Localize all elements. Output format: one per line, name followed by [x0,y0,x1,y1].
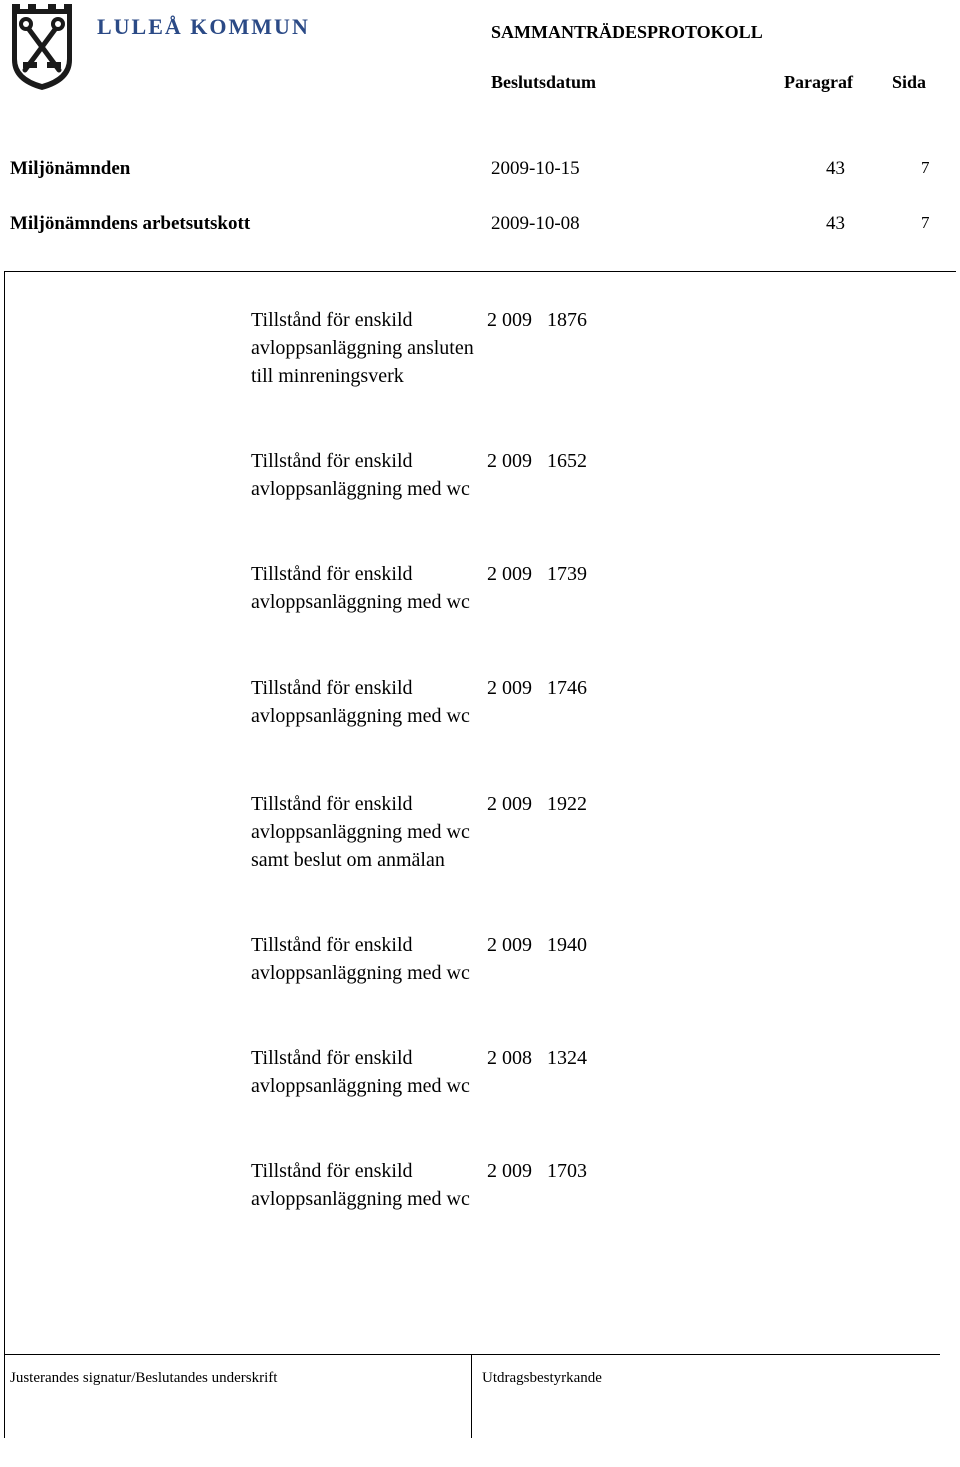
item-number: 1940 [547,934,587,956]
meeting-date: 2009-10-15 [491,158,580,179]
certification-label: Utdragsbestyrkande [482,1370,602,1386]
meeting-name: Miljönämndens arbetsutskott [10,213,251,234]
item-year: 2 009 [487,677,532,699]
meeting-name: Miljönämnden [10,158,131,179]
meeting-paragraph: 43 [826,213,845,234]
item-number: 1324 [547,1047,587,1069]
column-header-page: Sida [892,72,927,92]
item-year: 2 009 [487,934,532,956]
item-description: Tillstånd för enskild avloppsanläggning med wc [251,934,470,984]
item-year: 2 009 [487,450,532,472]
item-number: 1922 [547,793,587,815]
meeting-page: 7 [921,213,930,232]
footer-top-border [4,1354,940,1355]
item-number: 1739 [547,563,587,585]
item-description: Tillstånd för enskild avloppsanläggning med wc [251,563,470,613]
footer-divider [471,1354,472,1438]
item-number: 1876 [547,309,587,331]
meeting-page: 7 [921,158,930,177]
item-year: 2 009 [487,309,532,331]
item-description: Tillstånd för enskild avloppsanläggning med wc [251,1160,470,1210]
item-year: 2 009 [487,793,532,815]
item-description: Tillstånd för enskild avloppsanläggning med wc [251,1047,470,1097]
document-title: SAMMANTRÄDESPROTOKOLL [491,22,763,42]
meeting-paragraph: 43 [826,158,845,179]
item-description: Tillstånd för enskild avloppsanläggning ansluten till minreningsverk [251,309,474,387]
item-year: 2 008 [487,1047,532,1069]
coat-of-arms-logo-icon [9,2,75,92]
item-year: 2 009 [487,1160,532,1182]
item-year: 2 009 [487,563,532,585]
item-number: 1746 [547,677,587,699]
item-number: 1652 [547,450,587,472]
content-frame-left-border [4,271,5,1354]
organization-name: LULEÅ KOMMUN [97,14,310,39]
item-number: 1703 [547,1160,587,1182]
column-header-paragraph: Paragraf [784,72,853,92]
meeting-date: 2009-10-08 [491,213,580,234]
column-header-decision-date: Beslutsdatum [491,72,597,92]
signature-label: Justerandes signatur/Beslutandes underskrift [10,1370,278,1386]
item-description: Tillstånd för enskild avloppsanläggning med wc [251,677,470,727]
content-frame-top-border [4,271,956,272]
item-description: Tillstånd för enskild avloppsanläggning med wc samt beslut om anmälan [251,793,470,871]
footer-left-border [4,1354,5,1438]
item-description: Tillstånd för enskild avloppsanläggning med wc [251,450,470,500]
